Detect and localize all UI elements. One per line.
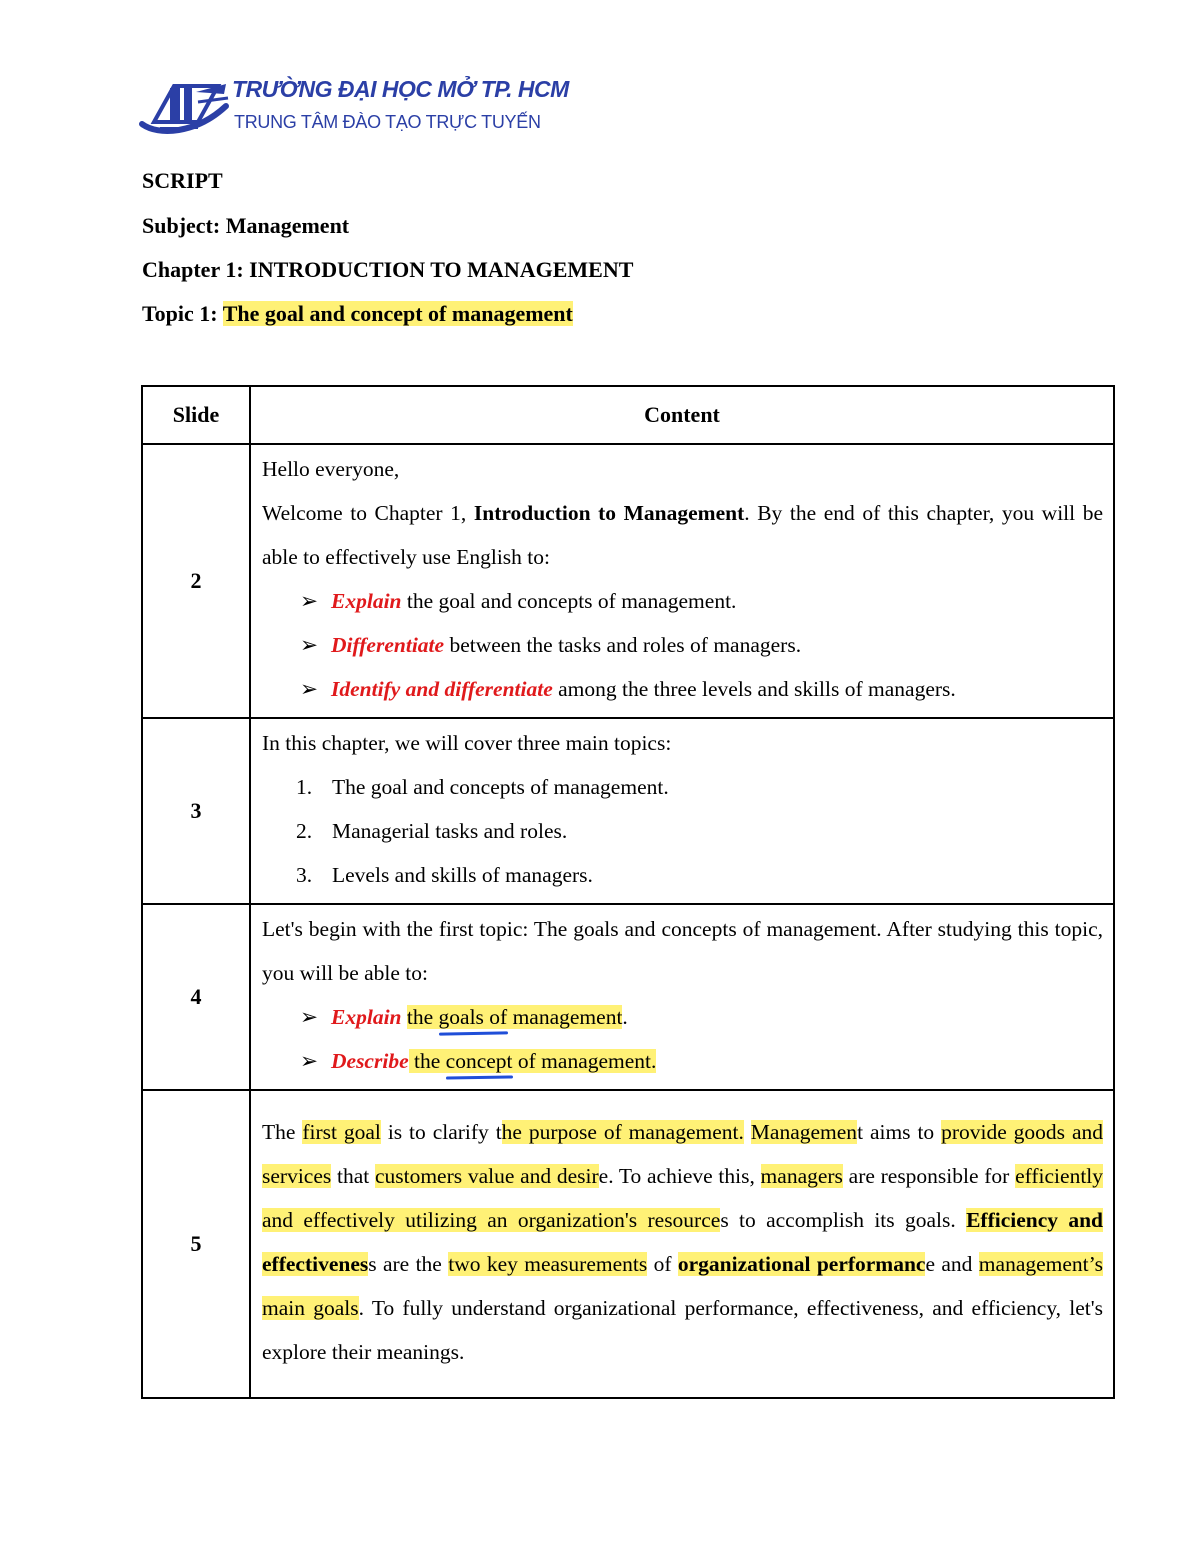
topic-label: Topic 1: [142,301,223,326]
table-row [142,444,1114,718]
slide-content [250,718,1114,904]
slide-content [250,1090,1114,1398]
text: e and [925,1252,979,1276]
table-row [142,1090,1114,1398]
arrow-bullet-icon: ➢ [300,1049,319,1073]
topics-intro: In this chapter, we will cover three main topics: [262,731,672,755]
objective-text: the goal and concepts of management. [401,589,737,613]
underlined-text: goals of [438,1005,508,1029]
highlight [407,1005,623,1029]
objective-text: among the three levels and skills of managers. [552,677,956,701]
text: The [262,1120,303,1144]
subject-value: Management [225,213,350,238]
slide-number: 3 [142,718,250,904]
highlight: management’s main goals [262,1252,1103,1320]
list-number: 1. [296,775,313,799]
slide-content [250,904,1114,1090]
objective-text: the [408,1049,446,1073]
arrow-bullet-icon: ➢ [300,633,319,657]
text: that [331,1164,375,1188]
highlight [409,1049,657,1073]
objective-text: . [622,1005,628,1029]
list-item [262,623,1103,667]
text: of [647,1252,678,1276]
list-item [262,853,1103,897]
topic-value: The goal and concept of management [222,301,573,326]
text: s are the [368,1252,449,1276]
slide-column-header: Slide [142,386,250,444]
highlight: efficiently and effectively utilizing an organization's resource [262,1164,1104,1232]
greeting-text: Hello everyone, [262,457,400,481]
list-number: 3. [296,863,313,887]
objective-text: management [507,1005,623,1029]
list-item [262,995,1103,1039]
objective-verb: Explain [331,589,402,613]
objective-verb: Identify and differentiate [331,677,553,701]
table-row [142,718,1114,904]
list-text: Managerial tasks and roles. [332,819,568,843]
script-table [141,385,1115,1399]
list-item [262,765,1103,809]
highlight-bold: organizational performanc [677,1252,926,1276]
text: t aims to [857,1120,942,1144]
highlight: he purpose of management. [501,1120,744,1144]
chapter-line [142,257,633,283]
highlight: provide goods and services [262,1120,1103,1188]
content-column-header: Content [250,386,1114,444]
list-number: 2. [296,819,313,843]
topic-intro: Let's begin with the first topic: The goals and concepts of management. After studying this topic, you will be able to: [262,917,1103,985]
goal-paragraph [262,1110,1103,1374]
text: is to clarify t [380,1120,502,1144]
text: are responsible for [842,1164,1016,1188]
text: e. To achieve this, [598,1164,761,1188]
book-globe-icon [138,72,230,140]
slide-number: 5 [142,1090,250,1398]
slide-number: 2 [142,444,250,718]
list-item [262,579,1103,623]
university-logo [138,72,569,142]
objective-text: the [406,1005,439,1029]
list-item [262,667,1103,711]
list-item [262,1039,1103,1083]
subject-label: Subject: [142,213,226,238]
arrow-bullet-icon: ➢ [300,677,319,701]
subject-line [142,213,349,239]
arrow-bullet-icon: ➢ [300,589,319,613]
text: s to accomplish its goals. [720,1208,967,1232]
script-title: SCRIPT [142,168,223,193]
welcome-paragraph [262,491,1103,579]
objective-verb: Differentiate [331,633,445,657]
list-text: Levels and skills of managers. [332,863,593,887]
table-header-row [142,386,1114,444]
objective-verb: Describe [331,1049,409,1073]
welcome-bold: Introduction to Management [473,501,745,525]
objective-text: of management. [512,1049,657,1073]
table-row [142,904,1114,1090]
topic-line [142,301,573,327]
chapter-label: Chapter 1: [142,257,250,282]
arrow-bullet-icon: ➢ [300,1005,319,1029]
highlight-bold: Efficiency and effectivenes [262,1208,1104,1276]
highlight: Managemen [750,1120,858,1144]
welcome-rest: . By the end of this chapter, you will be able to effectively use English to: [262,501,1103,569]
logo-line-2: TRUNG TÂM ĐÀO TẠO TRỰC TUYẾN [234,112,541,132]
slide-number: 4 [142,904,250,1090]
list-item [262,809,1103,853]
highlight: first goal [302,1120,381,1144]
objective-verb: Explain [331,1005,402,1029]
slide-content [250,444,1114,718]
highlight: two key measurements [448,1252,648,1276]
text [744,1120,751,1144]
welcome-text: Welcome to Chapter 1, [262,501,474,525]
highlight: customers value and desir [374,1164,599,1188]
underlined-text: concept [445,1049,513,1073]
text: . To fully understand organizational performance, effectiveness, and efficiency, let's explore their meanings. [262,1296,1104,1364]
objective-text: between the tasks and roles of managers. [444,633,802,657]
highlight: managers [760,1164,843,1188]
list-text: The goal and concepts of management. [332,775,669,799]
logo-line-1: TRƯỜNG ĐẠI HỌC MỞ TP. HCM [232,76,569,102]
chapter-value: INTRODUCTION TO MANAGEMENT [249,257,634,282]
